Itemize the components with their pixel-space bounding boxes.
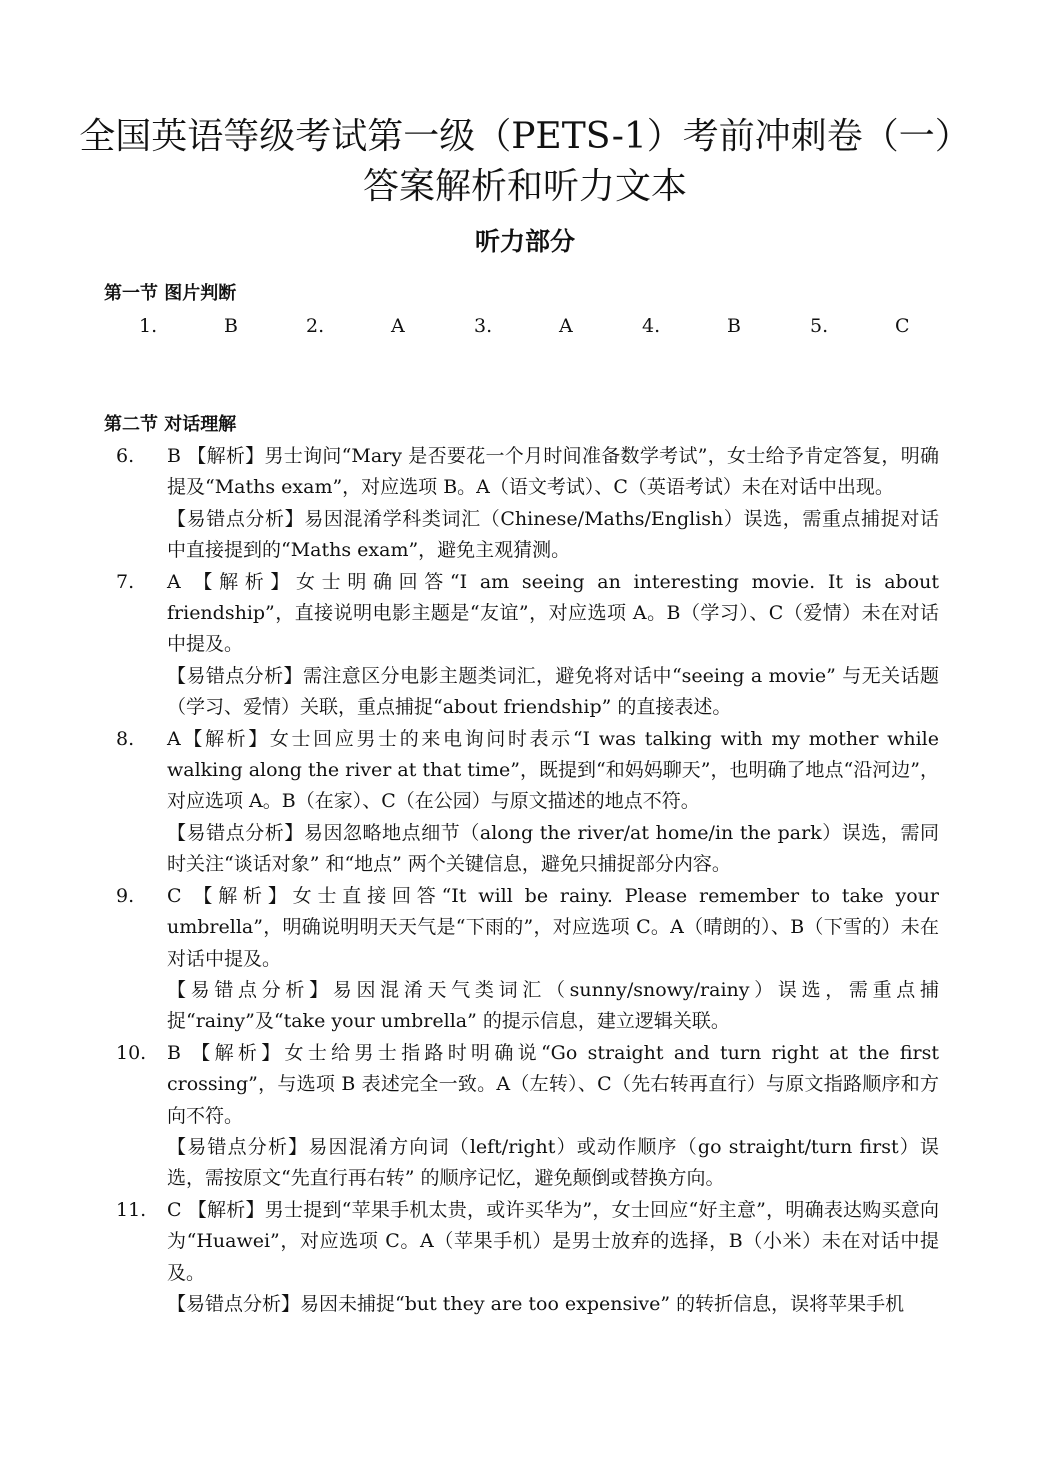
answer-number: 3. — [474, 315, 493, 337]
answer-number: 1. — [139, 315, 158, 337]
item-number: 10. — [116, 1041, 147, 1064]
answer-number: 2. — [306, 315, 325, 337]
answer-letter: B — [224, 315, 238, 337]
item-analysis: C 【解析】女士直接回答“It will be rainy. Please remember to take your umbrella”，明确说明明天天气是“下雨的”，对应选项 C。A（晴朗的）、B（下雪的）未在对话中提及。 — [167, 884, 939, 970]
list-item — [104, 1038, 939, 1195]
answer-letter: A — [559, 315, 573, 337]
item-analysis: B 【解析】女士给男士指路时明确说“Go straight and turn right at the first crossing”，与选项 B 表述完全一致。A（左转）、C（先右转再直行）与原文指路顺序和方向不符。 — [167, 1041, 939, 1127]
answer-number: 4. — [642, 315, 661, 337]
item-number: 9. — [116, 884, 135, 907]
item-error-analysis: 【易错点分析】易因忽略地点细节（along the river/at home/in the park）误选，需同时关注“谈话对象” 和“地点” 两个关键信息，避免只捕捉部分内容。 — [167, 821, 939, 876]
item-number: 11. — [116, 1198, 147, 1221]
item-error-analysis: 【易错点分析】易因混淆方向词（left/right）或动作顺序（go straight/turn first）误选，需按原文“先直行再右转” 的顺序记忆，避免颠倒或替换方向。 — [167, 1135, 939, 1190]
item-number: 7. — [116, 570, 135, 593]
document-title-line1: 全国英语等级考试第一级（PETS-1）考前冲刺卷（一） — [79, 116, 971, 157]
list-item — [104, 881, 939, 1038]
list-item — [104, 724, 939, 881]
item-analysis: C 【解析】男士提到“苹果手机太贵，或许买华为”，女士回应“好主意”，明确表达购买意向为“Huawei”，对应选项 C。A（苹果手机）是男士放弃的选择，B（小米）未在对话中提及。 — [167, 1198, 939, 1284]
answer-letter: A — [391, 315, 405, 337]
item-error-analysis: 【易错点分析】易因混淆学科类词汇（Chinese/Maths/English）误选，需重点捕捉对话中直接提到的“Maths exam”，避免主观猜测。 — [167, 507, 939, 562]
item-number: 8. — [116, 727, 135, 750]
section1-answer-row — [0, 315, 1050, 341]
section2-item-list — [104, 441, 939, 1320]
part-subtitle: 听力部分 — [474, 227, 575, 256]
document-title-line2: 答案解析和听力文本 — [362, 166, 687, 207]
list-item — [104, 567, 939, 724]
section1-heading: 第一节 图片判断 — [104, 283, 237, 304]
answer-number: 5. — [810, 315, 829, 337]
list-item — [104, 441, 939, 567]
item-error-analysis: 【易错点分析】易因混淆天气类词汇（sunny/snowy/rainy）误选，需重点捕捉“rainy”及“take your umbrella” 的提示信息，建立逻辑关联。 — [167, 978, 939, 1033]
item-analysis: A【解析】女士回应男士的来电询问时表示“I was talking with my mother while walking along the river at that time”，既提到“和妈妈聊天”，也明确了地点“沿河边”，对应选项 A。B（在家）、C（在公园）与原文描述的地点不符。 — [167, 727, 939, 813]
item-error-analysis: 【易错点分析】需注意区分电影主题类词汇，避免将对话中“seeing a movie” 与无关话题（学习、爱情）关联，重点捕捉“about friendship” 的直接表述。 — [167, 664, 939, 719]
item-analysis: A 【解析】女士明确回答“I am seeing an interesting movie. It is about friendship”，直接说明电影主题是“友谊”，对应选项 A。B（学习）、C（爱情）未在对话中提及。 — [167, 570, 939, 656]
section2-heading: 第二节 对话理解 — [104, 414, 237, 435]
item-error-analysis: 【易错点分析】易因未捕捉“but they are too expensive” 的转折信息，误将苹果手机 — [167, 1292, 905, 1315]
list-item — [104, 1195, 939, 1321]
item-analysis: B 【解析】男士询问“Mary 是否要花一个月时间准备数学考试”，女士给予肯定答复，明确提及“Maths exam”，对应选项 B。A（语文考试）、C（英语考试）未在对话中出现。 — [167, 445, 939, 499]
answer-letter: C — [895, 315, 910, 337]
answer-letter: B — [727, 315, 741, 337]
item-number: 6. — [116, 445, 135, 467]
